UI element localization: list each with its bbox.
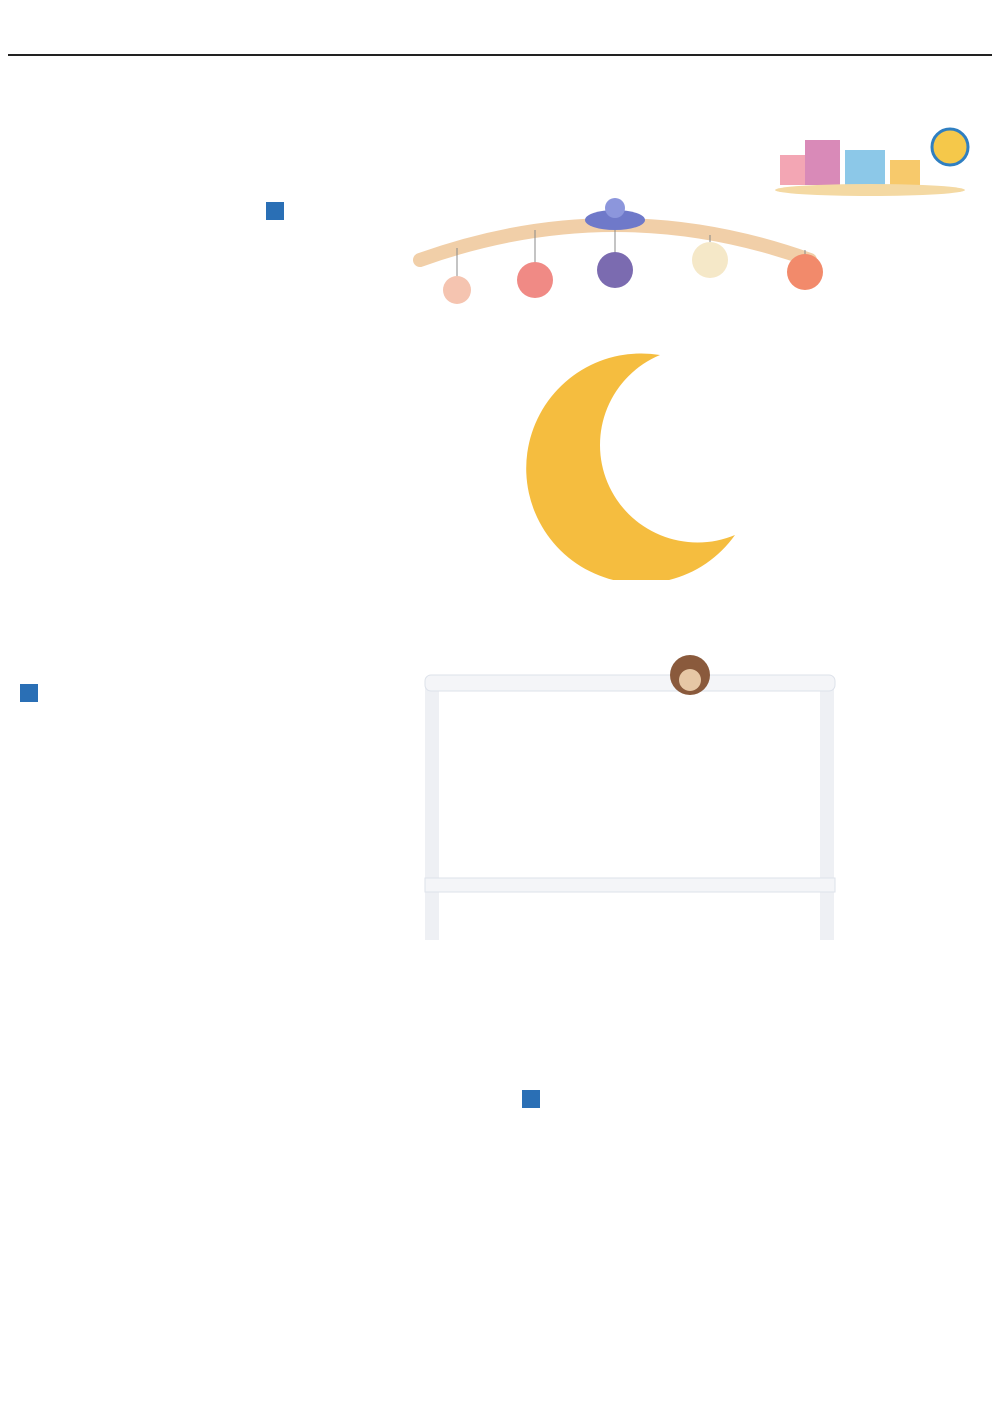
barcode-decoration — [20, 598, 232, 638]
section1-heading — [266, 202, 290, 225]
section2-heading — [20, 684, 44, 707]
section3-heading — [522, 1090, 546, 1113]
qr-code[interactable] — [44, 1280, 120, 1356]
crib-illustration — [420, 640, 840, 950]
header-rule — [8, 54, 992, 56]
mobile-illustration — [380, 180, 850, 580]
